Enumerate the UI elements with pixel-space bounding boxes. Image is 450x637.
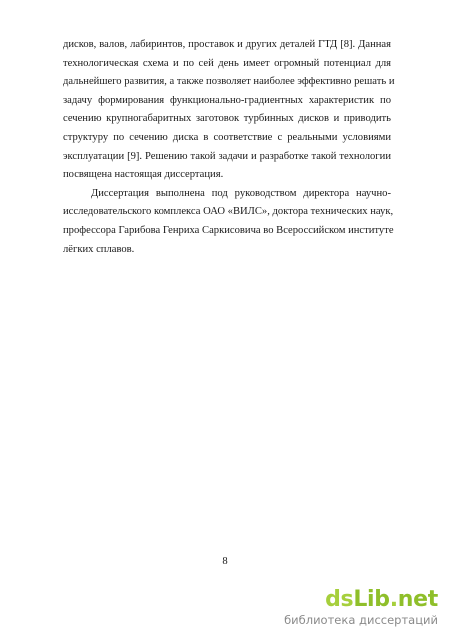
dslib-watermark-link[interactable] xyxy=(273,588,438,627)
logo-lib: Lib xyxy=(353,587,390,612)
text-line: исследовательского комплекса ОАО «ВИЛС», доктора технических наук, xyxy=(63,206,394,218)
logo-dot: . xyxy=(389,587,398,612)
text-line: сечению крупногабаритных заготовок турбинных дисков и приводить xyxy=(63,113,391,125)
text-line: структуру по сечению диска в соответствие с реальными условиями xyxy=(63,131,391,143)
logo-ds: ds xyxy=(325,587,354,612)
paragraph-2 xyxy=(63,185,394,259)
text-line: эксплуатации [9]. Решению такой задачи и разработке такой технологии xyxy=(63,150,391,162)
text-line: лёгких сплавов. xyxy=(63,243,135,255)
text-line: посвящена настоящая диссертация. xyxy=(63,169,224,181)
page-number: 8 xyxy=(222,556,228,567)
text-line: профессора Гарибова Генриха Саркисовича во Всероссийском институте xyxy=(63,224,394,236)
text-line: Диссертация выполнена под руководством директора научно- xyxy=(91,187,391,199)
paragraph-1 xyxy=(63,36,395,185)
text-line: дисков, валов, лабиринтов, проставок и других деталей ГТД [8]. Данная xyxy=(63,39,391,50)
watermark-subtitle: библиотека диссертаций xyxy=(284,613,438,627)
text-line: задачу формирования функционально-градиентных характеристик по xyxy=(63,94,391,106)
text-line: дальнейшего развития, а также позволяет наиболее эффективно решать и xyxy=(63,76,395,88)
dslib-logo xyxy=(273,588,438,612)
body-text xyxy=(63,36,395,259)
logo-net: net xyxy=(397,587,438,612)
text-line: технологическая схема и по сей день имеет огромный потенциал для xyxy=(63,57,391,69)
